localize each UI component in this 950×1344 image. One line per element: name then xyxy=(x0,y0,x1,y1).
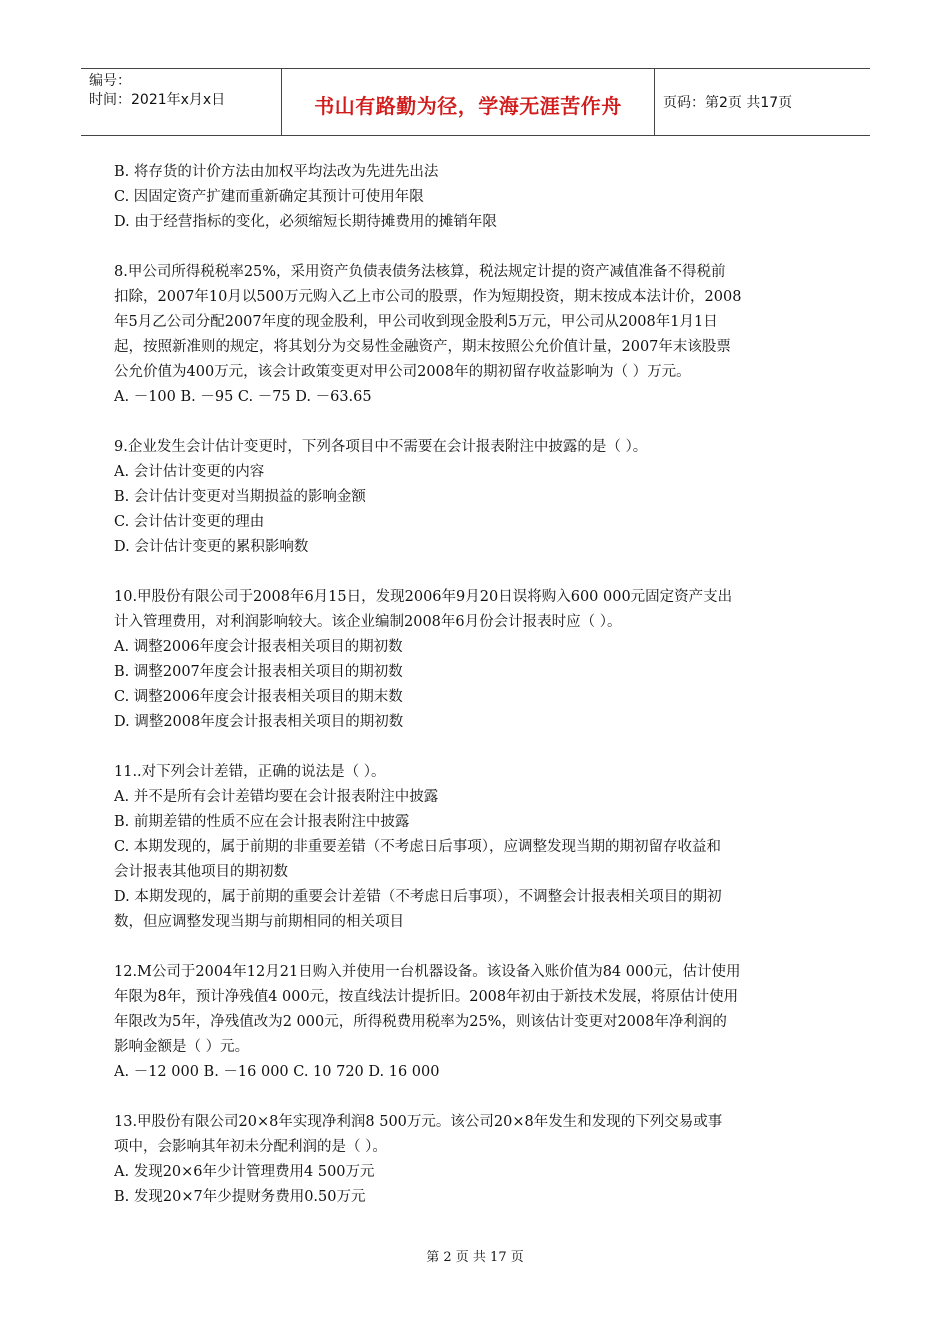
text-line: 11..对下列会计差错，正确的说法是（ ）。 xyxy=(114,764,386,780)
text-line: 年限为8年，预计净残值4 000元，按直线法计提折旧。2008年初由于新技术发展，将原估计使用 xyxy=(114,989,739,1005)
text-line: 起，按照新准则的规定，将其划分为交易性金融资产，期末按照公允价值计量，2007年末该股票 xyxy=(114,339,731,355)
text-line: A. 并不是所有会计差错均要在会计报表附注中披露 xyxy=(114,789,439,805)
text-line: D. 本期发现的，属于前期的重要会计差错（不考虑日后事项），不调整会计报表相关项目的期初 xyxy=(114,889,722,905)
text-line: B. 发现20×7年少提财务费用0.50万元 xyxy=(114,1189,366,1205)
header-motto-cell xyxy=(282,69,655,135)
text-line: A. 调整2006年度会计报表相关项目的期初数 xyxy=(114,639,403,655)
text-line: B. 会计估计变更对当期损益的影响金额 xyxy=(114,489,366,505)
paragraph-gap xyxy=(114,235,839,260)
text-line: A. 发现20×6年少计管理费用4 500万元 xyxy=(114,1164,375,1180)
text-line: D. 调整2008年度会计报表相关项目的期初数 xyxy=(114,714,404,730)
header-page-info-cell xyxy=(655,69,870,135)
text-line: 公允价值为400万元，该会计政策变更对甲公司2008年的期初留存收益影响为（ ）万元。 xyxy=(114,364,691,380)
text-line: 9.企业发生会计估计变更时，下列各项目中不需要在会计报表附注中披露的是（ ）。 xyxy=(114,439,648,455)
text-line: B. 调整2007年度会计报表相关项目的期初数 xyxy=(114,664,403,680)
text-line: 12.M公司于2004年12月21日购入并使用一台机器设备。该设备入账价值为84 000元，估计使用 xyxy=(114,964,741,980)
paragraph-gap xyxy=(114,935,839,960)
text-line: C. 会计估计变更的理由 xyxy=(114,514,265,530)
number-label: 编号： xyxy=(89,73,131,89)
paragraph-gap xyxy=(114,735,839,760)
paragraph-gap xyxy=(114,1085,839,1110)
text-line: 数，但应调整发现当期与前期相同的相关项目 xyxy=(114,914,404,930)
text-line: C. 因固定资产扩建而重新确定其预计可使用年限 xyxy=(114,189,424,205)
text-line: 扣除，2007年10月以500万元购入乙上市公司的股票，作为短期投资，期末按成本法计价，2008 xyxy=(114,289,742,305)
motto: 书山有路勤为径，学海无涯苦作舟 xyxy=(314,93,622,118)
text-line: 影响金额是（ ）元。 xyxy=(114,1039,250,1055)
text-line: A. －100 B. －95 C. －75 D. －63.65 xyxy=(114,389,372,405)
text-line: D. 由于经营指标的变化，必须缩短长期待摊费用的摊销年限 xyxy=(114,214,497,230)
text-line: C. 本期发现的，属于前期的非重要差错（不考虑日后事项），应调整发现当期的期初留存收益和 xyxy=(114,839,722,855)
document-body xyxy=(114,160,839,1210)
text-line: 计入管理费用，对利润影响较大。该企业编制2008年6月份会计报表时应（ ）。 xyxy=(114,614,622,630)
text-line: B. 前期差错的性质不应在会计报表附注中披露 xyxy=(114,814,410,830)
text-line: A. －12 000 B. －16 000 C. 10 720 D. 16 000 xyxy=(114,1064,440,1080)
header-meta xyxy=(81,69,282,135)
text-line: 年5月乙公司分配2007年度的现金股利，甲公司收到现金股利5万元，甲公司从2008年1月1日 xyxy=(114,314,718,330)
text-line: 10.甲股份有限公司于2008年6月15日，发现2006年9月20日误将购入600 000元固定资产支出 xyxy=(114,589,733,605)
page-footer: 第 2 页 共 17 页 xyxy=(426,1250,524,1265)
text-line: 会计报表其他项目的期初数 xyxy=(114,864,288,880)
text-line: C. 调整2006年度会计报表相关项目的期末数 xyxy=(114,689,403,705)
text-line: A. 会计估计变更的内容 xyxy=(114,464,265,480)
text-line: D. 会计估计变更的累积影响数 xyxy=(114,539,309,555)
text-line: 项中，会影响其年初未分配利润的是（ ）。 xyxy=(114,1139,387,1155)
page-header xyxy=(81,68,870,136)
text-line: 年限改为5年，净残值改为2 000元，所得税费用税率为25%，则该估计变更对2008年净利润的 xyxy=(114,1014,727,1030)
text-line: B. 将存货的计价方法由加权平均法改为先进先出法 xyxy=(114,164,439,180)
paragraph-gap xyxy=(114,410,839,435)
text-line: 13.甲股份有限公司20×8年实现净利润8 500万元。该公司20×8年发生和发现的下列交易或事 xyxy=(114,1114,723,1130)
text-line: 8.甲公司所得税税率25%，采用资产负债表债务法核算，税法规定计提的资产减值准备不得税前 xyxy=(114,264,726,280)
paragraph-gap xyxy=(114,560,839,585)
page-info: 页码：第2页 共17页 xyxy=(663,95,793,111)
date-label: 时间：2021年x月x日 xyxy=(89,92,226,108)
